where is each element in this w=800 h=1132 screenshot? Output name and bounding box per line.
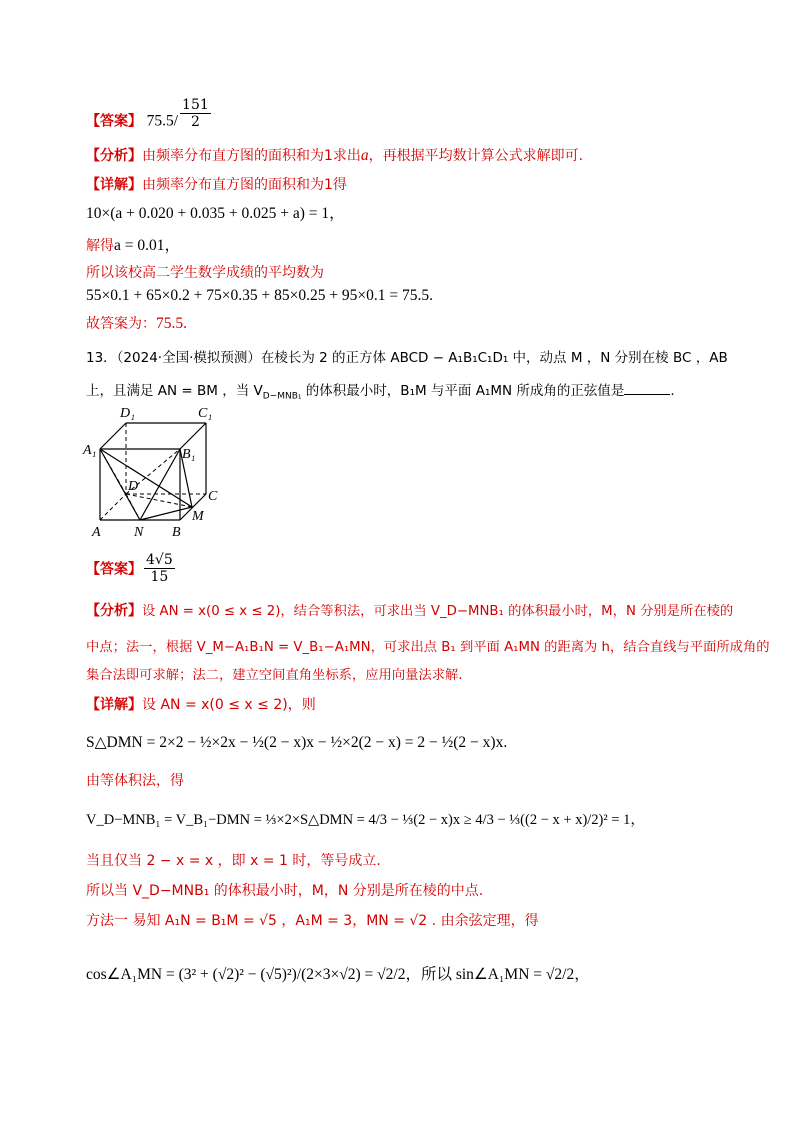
problem-end: .: [670, 383, 675, 399]
equation-4: V_D−MNB₁ = V_B₁−DMN = ⅓×2×S△DMN = 4/3 − ⅓(2 − x)x ≥ 4/3 − ⅓((2 − x + x)/2)² = 1，: [86, 812, 645, 828]
detail2-line: [86, 694, 316, 714]
detail-tag: 【详解】: [86, 177, 142, 193]
problem-sub: D−MNB₁: [262, 391, 302, 402]
conclusion-value: 75.5.: [156, 315, 187, 332]
problem-13-line-2: [86, 379, 675, 402]
label-d: D: [128, 479, 139, 494]
equation-2: 55×0.1 + 65×0.2 + 75×0.35 + 85×0.25 + 95×0.1 = 75.5.: [86, 287, 434, 304]
average-intro: 所以该校高二学生数学成绩的平均数为: [86, 265, 324, 281]
label-b: B: [172, 525, 181, 540]
equality-line: 当且仅当 2 − x = x ，即 x = 1 时，等号成立.: [86, 853, 381, 869]
answer2-fraction: [144, 552, 175, 585]
analysis-text-c: ，再根据平均数计算公式求解即可.: [368, 148, 584, 164]
frac-num: 151: [182, 97, 209, 113]
label-d1: D₁: [120, 406, 135, 421]
answer-line-1: [86, 97, 213, 138]
equation-5: cos∠A₁MN = (3² + (√2)² − (√5)²)/(2×3×√2) = √2/2，所以 sin∠A₁MN = √2/2，: [86, 966, 590, 983]
analysis2-line-1: [86, 600, 733, 620]
detail-one: 1: [324, 177, 333, 193]
analysis2-text-1: 设 AN = x(0 ≤ x ≤ 2)，结合等积法，可求出当 V_D−MNB₁ 的体积最小时，M，N 分别是所在棱的: [142, 604, 734, 619]
answer-fraction: [180, 97, 211, 130]
problem-13-line-1: 13．（2024·全国·模拟预测）在棱长为 2 的正方体 ABCD − A₁B₁C₁D₁ 中，动点 M ，N 分别在棱 BC ，AB: [86, 350, 728, 366]
analysis-var-a: a: [360, 147, 369, 164]
label-a: A: [92, 525, 101, 540]
frac-den: 2: [190, 114, 200, 130]
detail-text-b: 得: [332, 177, 347, 193]
analysis-text: 由频率分布直方图的面积和为: [142, 148, 324, 164]
detail-line-1: [86, 174, 347, 194]
analysis2-line-2: 中点；法一，根据 V_M−A₁B₁N = V_B₁−A₁MN，可求出点 B₁ 到平面 A₁MN 的距离为 h，结合直线与平面所成角的: [86, 640, 770, 655]
answer-blank: [624, 382, 670, 395]
answer-slash: /: [173, 112, 179, 130]
equation-1: 10×(a + 0.020 + 0.035 + 0.025 + a) = 1，: [86, 205, 345, 222]
answer2-tag: 【答案】: [86, 561, 142, 578]
method-one-line: 方法一 易知 A₁N = B₁M = √5 ，A₁M = 3，MN = √2 . 由余弦定理，得: [86, 913, 539, 929]
solve-a-text: 解得: [86, 238, 114, 254]
analysis-tag: 【分析】: [86, 148, 142, 164]
label-a1: A₁: [83, 443, 97, 458]
conclusion-1: [86, 313, 187, 333]
label-b1: B₁: [182, 447, 196, 462]
equation-3: S△DMN = 2×2 − ½×2x − ½(2 − x)x − ½×2(2 − x) = 2 − ½(2 − x)x.: [86, 734, 508, 751]
label-m: M: [192, 509, 204, 524]
solve-a-expr: a = 0.01，: [114, 237, 180, 254]
answer-tag: 【答案】: [86, 113, 142, 130]
answer-value: 75.5: [146, 112, 174, 130]
analysis-text-b: 求出: [332, 148, 361, 164]
conclusion-text: 故答案为：: [86, 316, 156, 332]
detail-text: 由频率分布直方图的面积和为: [142, 177, 324, 193]
detail2-text: 设 AN = x(0 ≤ x ≤ 2)，则: [142, 697, 316, 713]
problem-text-b: 的体积最小时，B₁M 与平面 A₁MN 所成角的正弦值是: [301, 383, 625, 399]
detail2-tag: 【详解】: [86, 697, 142, 713]
problem-text-a: 上，且满足 AN = BM ，当 V: [86, 383, 263, 399]
equal-volume-text: 由等体积法，得: [86, 773, 184, 789]
label-c1: C₁: [198, 406, 213, 421]
analysis2-tag: 【分析】: [86, 603, 142, 619]
analysis-line-1: [86, 145, 583, 165]
label-c: C: [208, 489, 218, 504]
solve-a-line: [86, 233, 180, 255]
midpoints-line: 所以当 V_D−MNB₁ 的体积最小时，M，N 分别是所在棱的中点.: [86, 883, 484, 899]
cube-figure: [80, 402, 230, 542]
answer2-num: 4√5: [146, 552, 173, 568]
analysis-one: 1: [324, 148, 333, 164]
answer2-den: 15: [150, 569, 169, 585]
analysis2-line-3: 集合法即可求解；法二，建立空间直角坐标系，应用向量法求解.: [86, 668, 463, 683]
label-n: N: [134, 525, 144, 540]
answer-line-2: [86, 552, 177, 585]
